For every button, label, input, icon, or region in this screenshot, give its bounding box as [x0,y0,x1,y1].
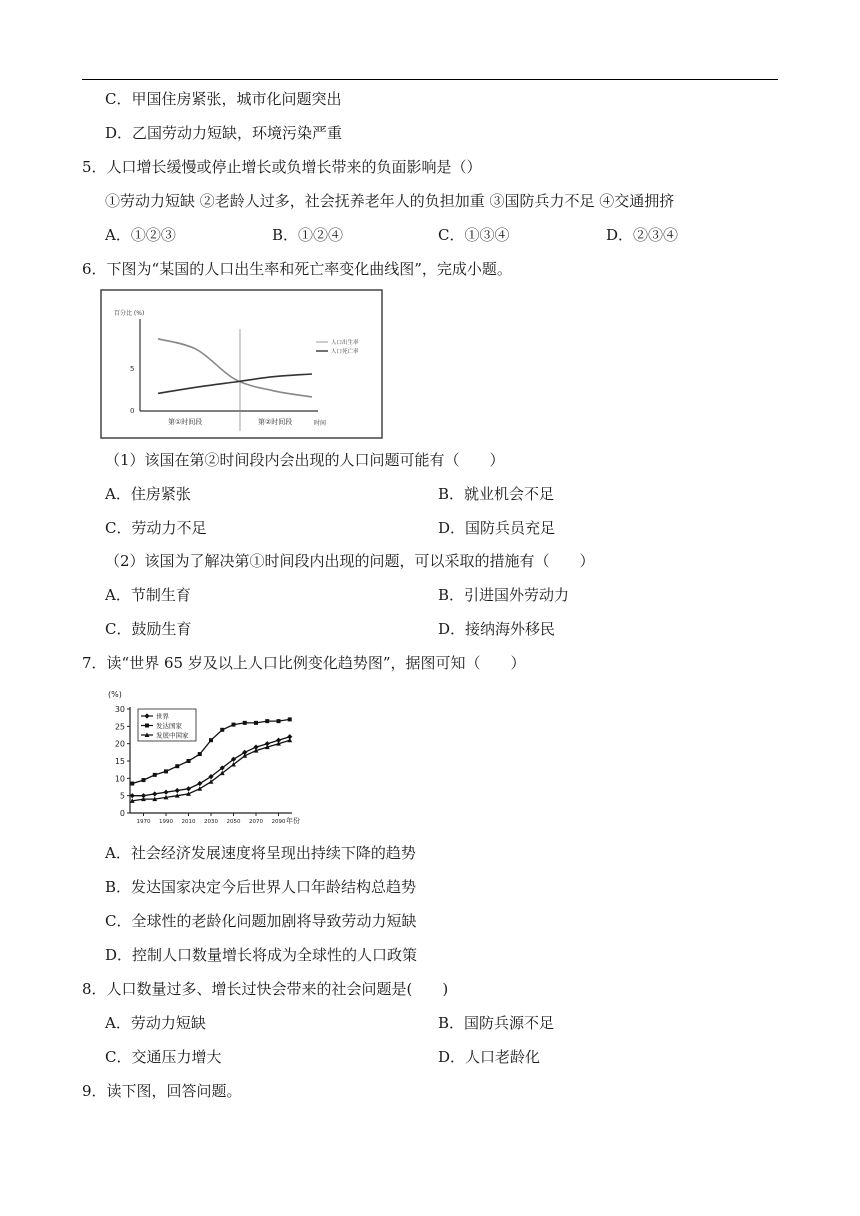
aging-data-point [277,719,281,723]
q5-option-d: D．②③④ [606,226,679,244]
q6-sub2-option-b: B．引进国外劳动力 [438,586,570,604]
q5-option-b: B．①②④ [272,226,344,244]
aging-data-point [175,764,179,768]
q6-sub2-stem: （2）该国为了解决第①时间段内出现的问题，可以采取的措施有（ ） [105,552,595,570]
q6-sub2-option-a: A．节制生育 [105,586,191,604]
aging-x-tick-label: 2030 [204,819,218,825]
q5-option-a: A．①②③ [105,226,176,244]
q7-stem: 7．读“世界 65 岁及以上人口比例变化趋势图”，据图可知（ ） [82,654,526,672]
aging-data-point [243,721,247,725]
aging-data-point [163,790,168,795]
aging-data-point [209,738,213,742]
q5-option-c: C．①③④ [438,226,510,244]
aging-x-tick-label: 1990 [159,819,173,825]
aging-data-point [153,773,157,777]
aging-data-point [287,738,292,743]
y-tick-5: 5 [130,365,135,373]
q6-sub2-option-d: D．接纳海外移民 [438,620,556,638]
q4-option-c: C．甲国住房紧张，城市化问题突出 [105,90,342,108]
aging-series-line-1 [132,737,289,796]
q7-option-a: A．社会经济发展速度将呈现出持续下降的趋势 [105,844,416,862]
q9-stem: 9．读下图，回答问题。 [82,1082,242,1100]
x-axis-title: 时间 [314,420,327,427]
aging-series-line-2 [132,740,289,801]
aging-legend-label: 发展中国家 [156,731,189,740]
q8-option-b: B．国防兵源不足 [438,1014,555,1032]
q6-sub1-option-c: C．劳动力不足 [105,519,207,537]
q6-sub1-option-b: B．就业机会不足 [438,485,555,503]
q6-sub2-option-c: C．鼓励生育 [105,620,192,638]
aging-x-tick-label: 2070 [249,819,263,825]
q7-option-b: B．发达国家决定今后世界人口年龄结构总趋势 [105,878,417,896]
aging-data-point [187,759,191,763]
q8-option-a: A．劳动力短缺 [105,1014,206,1032]
birth-death-rate-svg [100,289,383,439]
y-tick-0: 0 [130,407,135,415]
q4-option-d: D．乙国劳动力短缺，环境污染严重 [105,124,343,142]
aging-data-point [130,782,134,786]
q6-sub1-stem: （1）该国在第②时间段内会出现的人口问题可能有（ ） [105,451,505,469]
aging-y-unit: (%) [108,690,122,699]
aging-data-point [288,717,292,721]
aging-legend-marker [145,724,149,728]
aging-x-tick-label: 2050 [226,819,241,825]
aging-data-point [265,719,269,723]
aging-y-tick-label: 5 [119,791,125,801]
q5-items: ①劳动力短缺 ②老龄人过多，社会抚养老年人的负担加重 ③国防兵力不足 ④交通拥挤 [105,192,675,210]
q7-option-c: C．全球性的老龄化问题加剧将导致劳动力短缺 [105,912,417,930]
q6-stem: 6．下图为“某国的人口出生率和死亡率变化曲线图”，完成小题。 [82,260,512,278]
legend-death-label: 人口死亡率 [331,349,359,355]
aging-y-tick-label: 25 [114,722,125,732]
q7-option-d: D．控制人口数量增长将成为全球性的人口政策 [105,946,418,964]
aging-data-point [175,788,180,793]
aging-y-tick-label: 0 [119,809,125,818]
aging-x-tick-label: 1970 [136,819,151,825]
legend-birth-label: 人口出生率 [331,340,359,346]
period-1-label: 第①时间段 [168,418,203,426]
aging-y-tick-label: 15 [114,757,125,766]
y-axis-title: 百分比 (%) [114,310,145,317]
period-2-label: 第②时间段 [258,418,293,426]
aging-x-axis-title: 年份 [286,817,300,825]
aging-trend-svg [100,685,310,825]
aging-y-tick-label: 30 [114,705,125,714]
q8-option-d: D．人口老龄化 [438,1048,541,1066]
aging-y-tick-label: 10 [114,774,125,784]
aging-x-tick-label: 2090 [271,819,286,825]
aging-x-tick-label: 2010 [181,819,196,825]
birth-death-rate-chart [100,289,383,439]
aging-data-point [198,752,202,756]
q5-stem: 5．人口增长缓慢或停止增长或负增长带来的负面影响是（） [82,158,482,176]
aging-legend-label: 发达国家 [156,722,182,730]
aging-data-point [142,778,146,782]
aging-legend-label: 世界 [156,712,169,721]
aging-data-point [220,728,224,732]
aging-data-point [152,791,157,796]
q8-stem: 8．人口数量过多、增长过快会带来的社会问题是( ) [82,980,449,998]
aging-y-tick-label: 20 [114,739,125,749]
aging-data-point [232,723,236,727]
q6-sub1-option-a: A．住房紧张 [105,485,191,503]
aging-data-point [254,721,258,725]
q8-option-c: C．交通压力增大 [105,1048,222,1066]
q6-sub1-option-d: D．国防兵员充足 [438,519,556,537]
header-rule [82,79,778,80]
aging-data-point [164,769,168,773]
aging-trend-chart [100,685,310,825]
aging-data-point [186,786,191,791]
